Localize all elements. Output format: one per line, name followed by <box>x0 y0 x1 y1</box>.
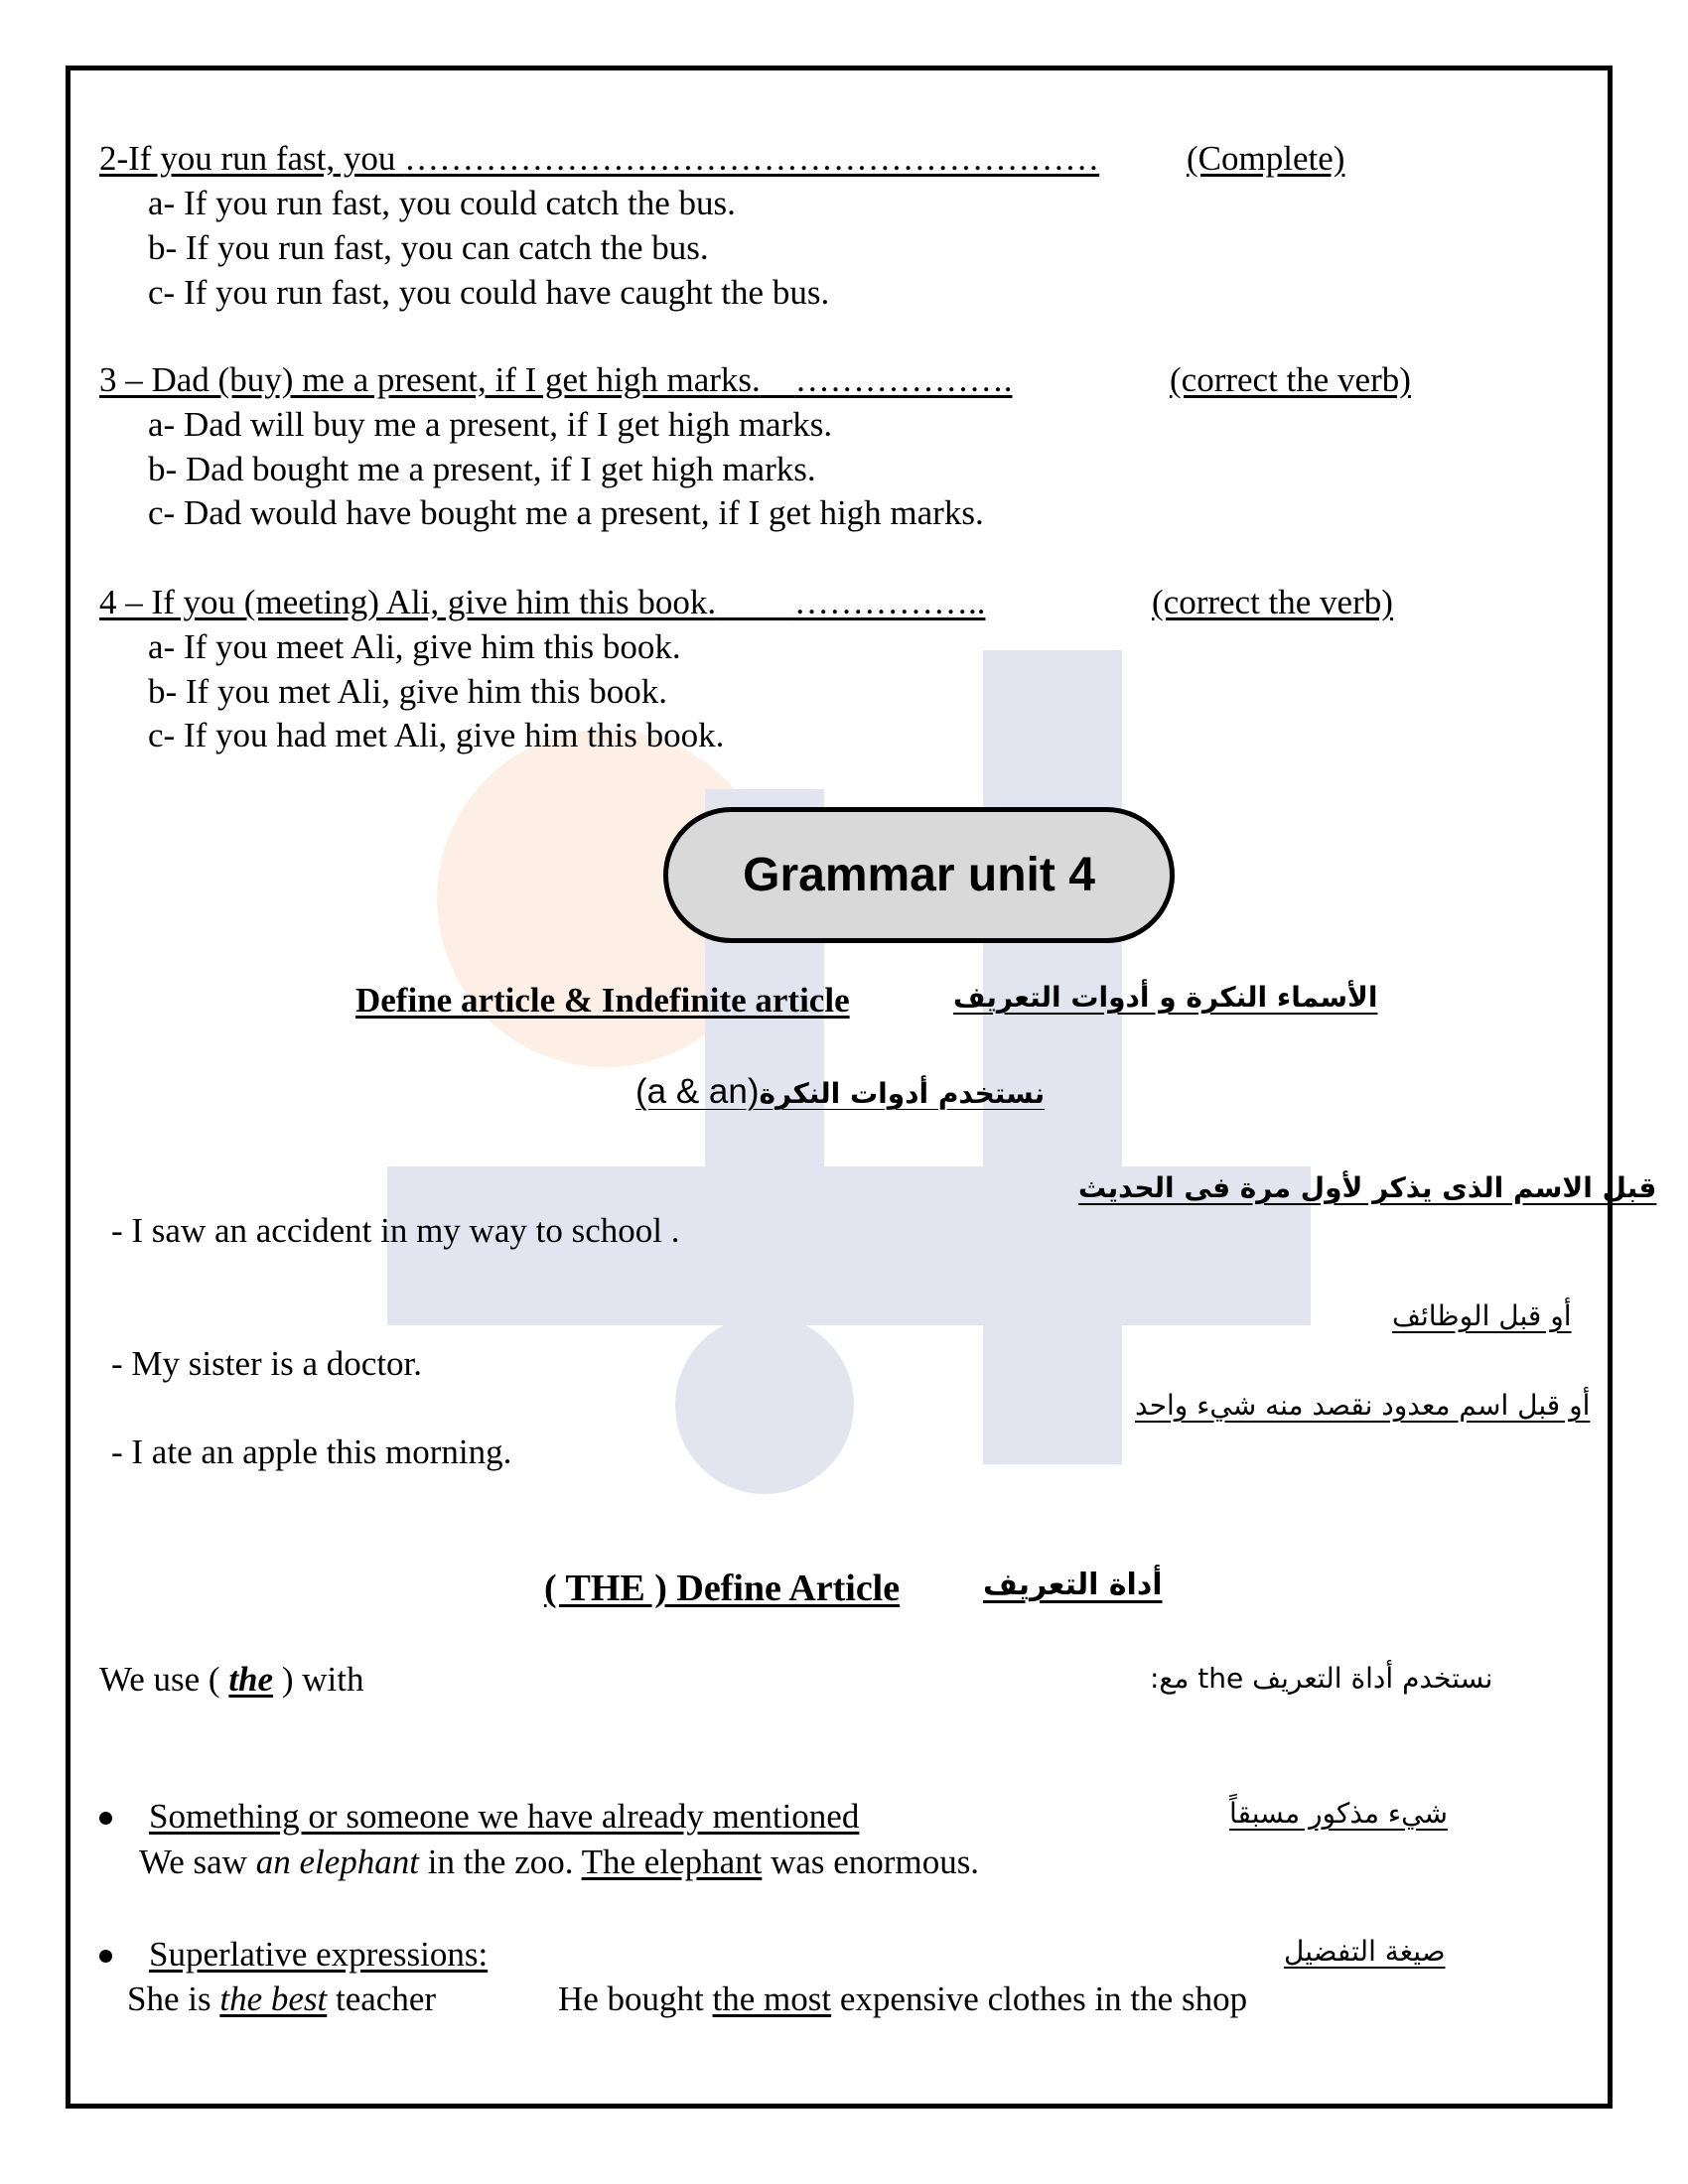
articles-heading-ar: الأسماء النكرة و أدوات التعريف <box>953 981 1378 1014</box>
question-4-option-c: c- If you had met Ali, give him this book. <box>148 716 725 754</box>
the-heading-en: ( THE ) Define Article <box>544 1568 901 1609</box>
question-4-option-a: a- If you meet Ali, give him this book. <box>148 627 681 666</box>
indefinite-heading <box>635 1072 1045 1112</box>
question-3-instruction: (correct the verb) <box>1170 360 1411 399</box>
bullet-2 <box>99 1950 112 1963</box>
bullet-1-example: We saw an elephant in the zoo. The elephant was enormous. <box>139 1843 980 1881</box>
indefinite-heading-en: (a & an) <box>635 1072 760 1111</box>
bullet-1 <box>99 1812 112 1825</box>
the-usage-line: We use ( the ) with <box>99 1660 364 1699</box>
question-3-prompt: 3 – Dad (buy) me a present, if I get high marks. ………………. <box>99 360 1013 399</box>
articles-heading-en: Define article & Indefinite article <box>355 981 850 1020</box>
question-3-option-c: c- Dad would have bought me a present, if I get high marks. <box>148 493 984 532</box>
the-usage-ar: نستخدم أداة التعريف the مع: <box>1150 1662 1493 1695</box>
question-2-prompt: 2-If you run fast, you …………………………………………………… <box>99 139 1100 178</box>
watermark-bar-right <box>983 650 1122 1464</box>
bullet-2-label-ar: صيغة التفضيل <box>1284 1935 1446 1968</box>
the-keyword: the <box>228 1660 274 1699</box>
bullet-2-example-1: She is the best teacher <box>127 1979 437 2018</box>
bullet-1-label-ar: شيء مذكور مسبقاً <box>1229 1797 1448 1830</box>
question-4-prompt: 4 – If you (meeting) Ali, give him this book. …………….. <box>99 583 986 621</box>
indefinite-rule-3-ar: أو قبل اسم معدود نقصد منه شيء واحد <box>1135 1389 1591 1422</box>
question-2-option-a: a- If you run fast, you could catch the bus. <box>148 184 736 222</box>
question-4-option-b: b- If you met Ali, give him this book. <box>148 672 668 711</box>
indefinite-rule-2-ar: أو قبل الوظائف <box>1392 1299 1572 1332</box>
unit-title: Grammar unit 4 <box>743 849 1095 901</box>
the-heading-ar: أداة التعريف <box>983 1568 1163 1602</box>
indefinite-example-3: - I ate an apple this morning. <box>111 1433 512 1471</box>
indefinite-example-1: - I saw an accident in my way to school . <box>111 1211 680 1250</box>
question-3-option-a: a- Dad will buy me a present, if I get high marks. <box>148 405 833 444</box>
question-2-option-c: c- If you run fast, you could have caught the bus. <box>148 273 830 312</box>
indefinite-example-2: - My sister is a doctor. <box>111 1344 423 1383</box>
bullet-2-label: Superlative expressions: <box>149 1935 489 1974</box>
question-2-option-b: b- If you run fast, you can catch the bus. <box>148 228 709 267</box>
question-2-instruction: (Complete) <box>1187 139 1345 178</box>
question-4-instruction: (correct the verb) <box>1152 583 1393 621</box>
question-3-option-b: b- Dad bought me a present, if I get high marks. <box>148 450 816 488</box>
indefinite-heading-ar: نستخدم أدوات النكرة <box>759 1077 1046 1110</box>
bullet-2-example-2: He bought the most expensive clothes in the shop <box>558 1979 1248 2018</box>
indefinite-rule-1-ar: قبل الاسم الذى يذكر لأول مرة فى الحديث <box>1078 1171 1657 1204</box>
watermark-dot <box>675 1315 854 1494</box>
bullet-1-label: Something or someone we have already mentioned <box>149 1797 860 1836</box>
unit-title-badge <box>663 807 1175 943</box>
